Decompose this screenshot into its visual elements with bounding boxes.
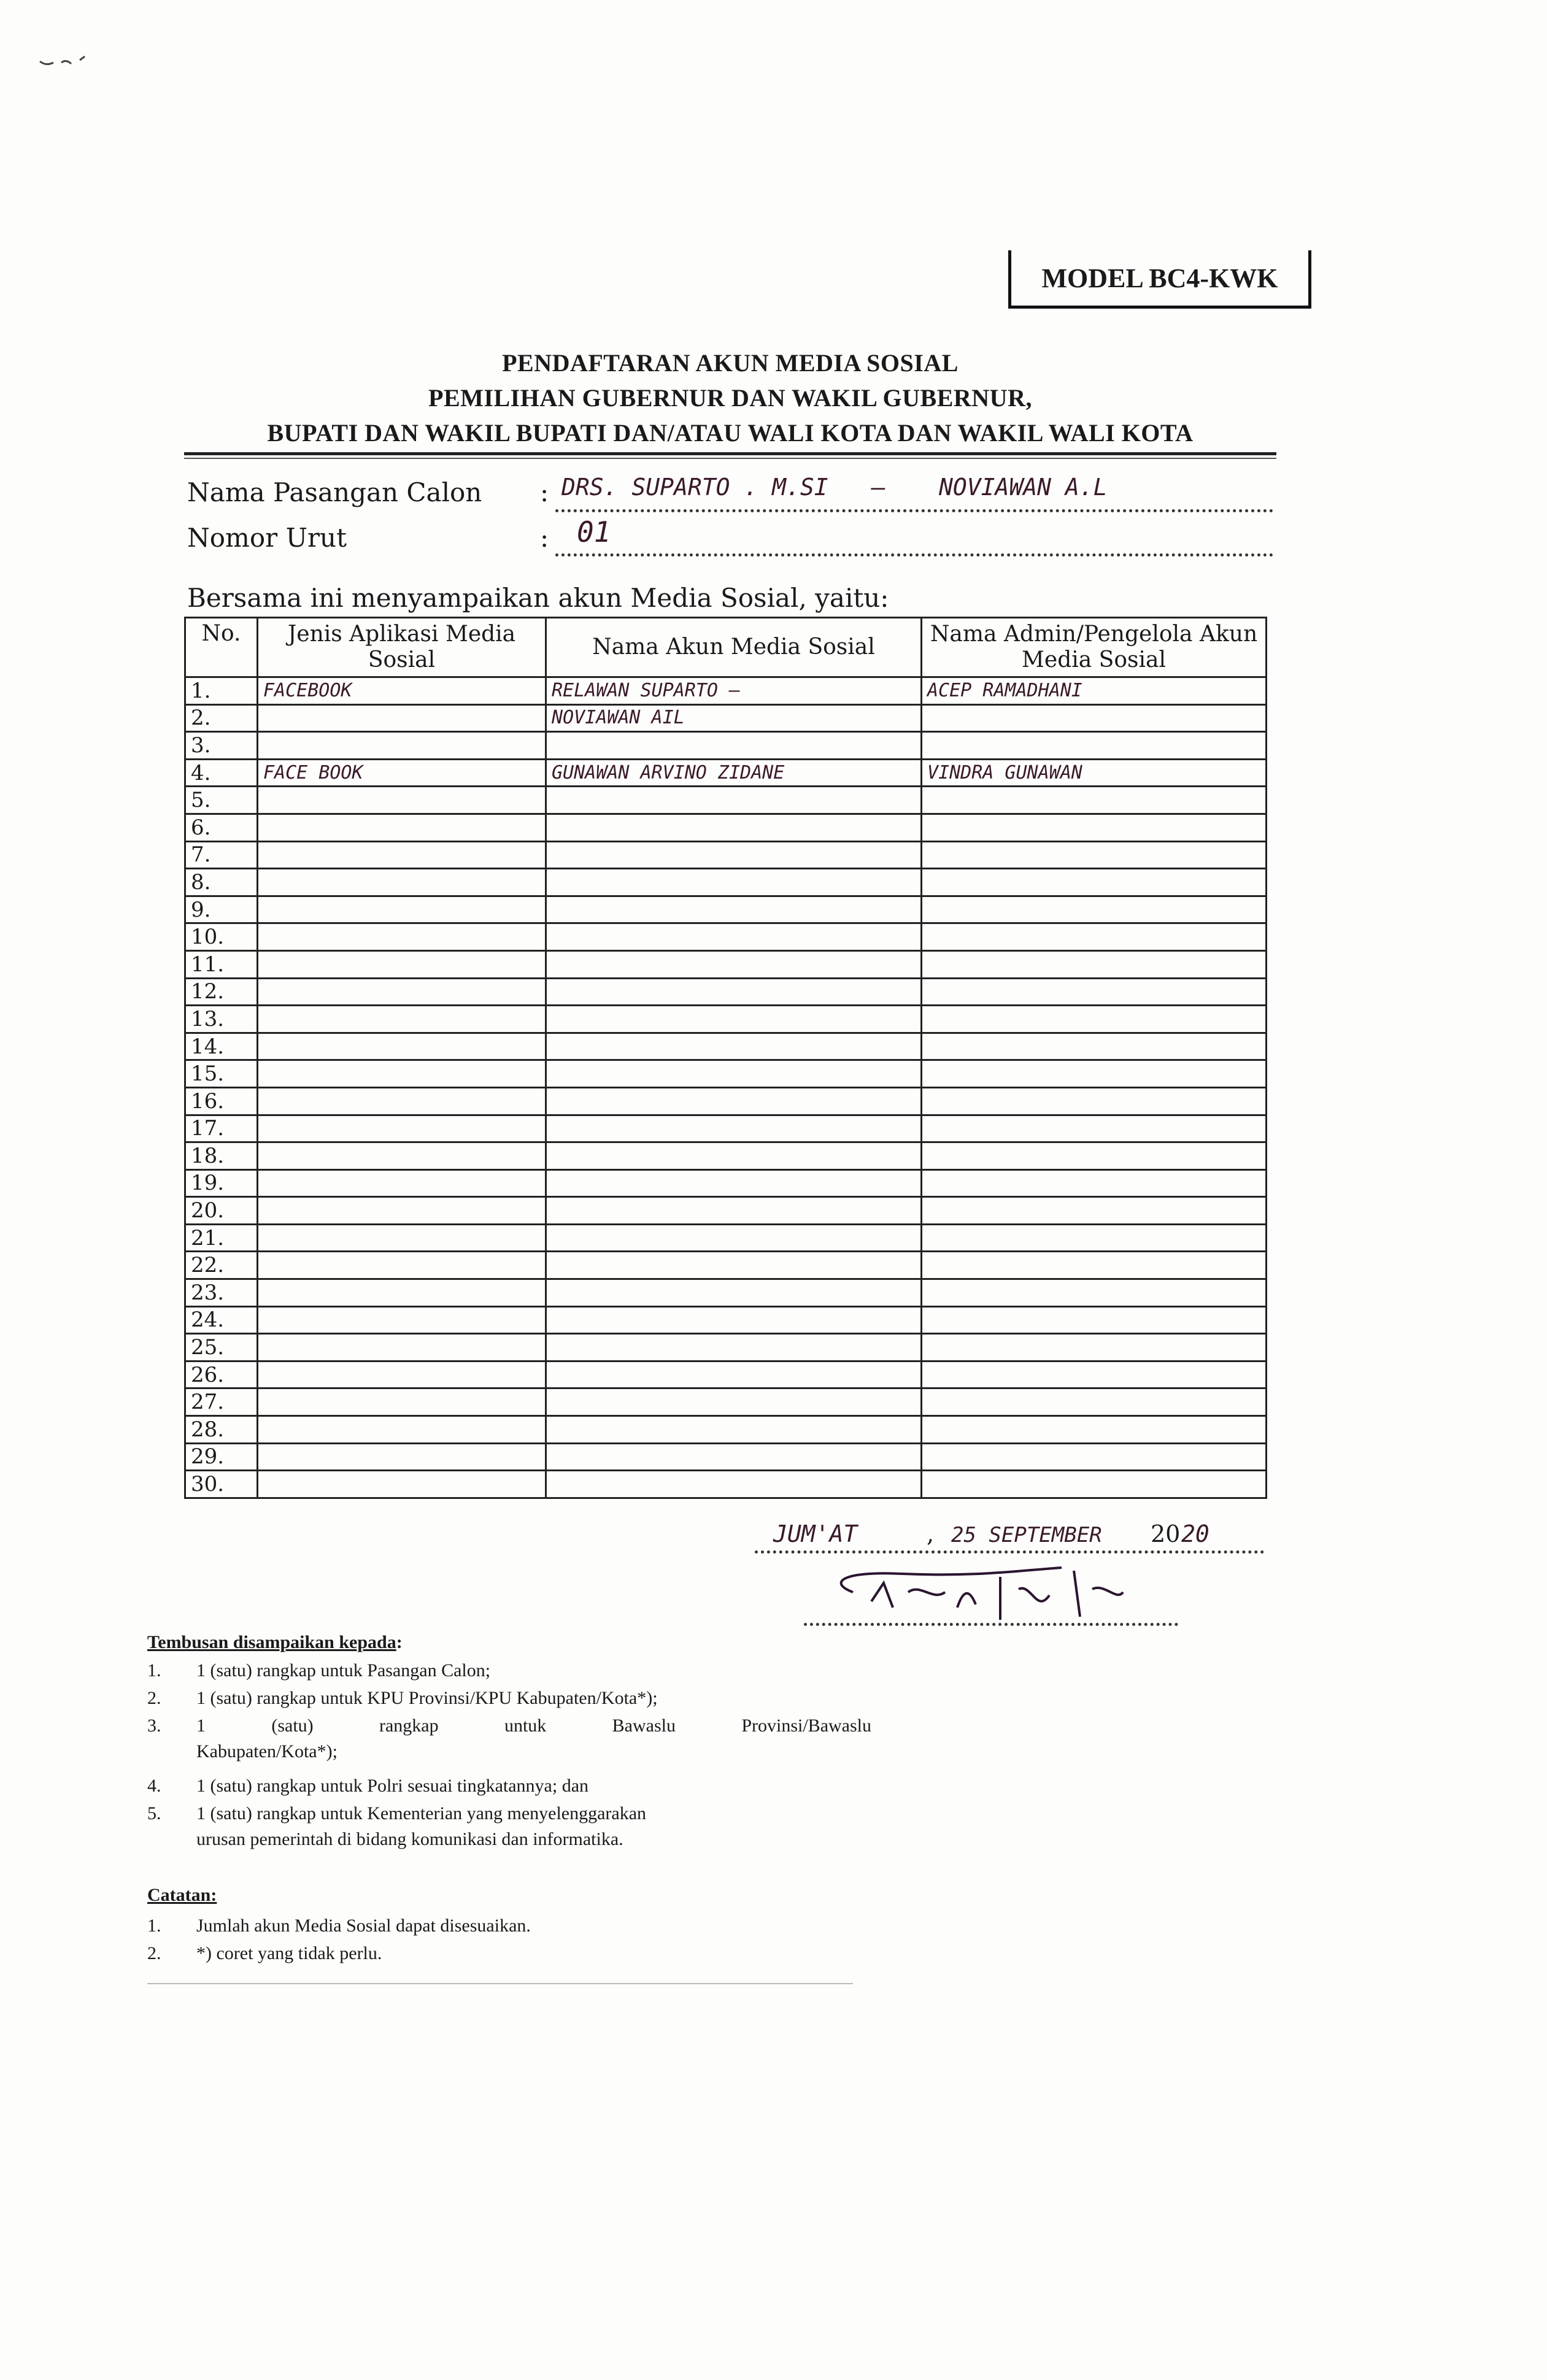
table-row [185,869,1267,896]
date-hand: 25 SEPTEMBER [951,1523,1102,1547]
tembusan-colon: : [396,1632,403,1652]
table-row [185,1361,1267,1388]
table-row [185,1006,1267,1033]
header-nama-akun: Nama Akun Media Sosial [546,618,922,677]
row-akun [546,978,922,1006]
row-no: 17. [185,1115,258,1142]
row-akun [546,1306,922,1334]
row-admin [922,1388,1267,1416]
row-akun [546,1279,922,1307]
row-admin [922,923,1267,951]
tembusan-item-2: 2. 1 (satu) rangkap untuk KPU Provinsi/KPU Kabupaten/Kota*); [147,1688,658,1708]
row-akun [546,1033,922,1060]
row-jenis [258,1361,546,1388]
row-akun [546,1115,922,1142]
row-akun [546,841,922,869]
row-admin [922,1006,1267,1033]
row-akun [546,787,922,814]
row-jenis: FACE BOOK [258,759,546,787]
row-admin [922,1087,1267,1115]
table-row [185,1416,1267,1444]
row-akun [546,814,922,841]
media-sosial-table [184,617,1267,1499]
row-akun [546,1416,922,1444]
row-no: 18. [185,1142,258,1170]
row-jenis [258,896,546,923]
date-year-prefix: 20 [1151,1520,1181,1547]
row-admin [922,1416,1267,1444]
row-admin [922,787,1267,814]
table-row [185,1033,1267,1060]
row-admin [922,1033,1267,1060]
row-admin [922,704,1267,732]
tembusan-item-3-cont: Kabupaten/Kota*); [196,1741,338,1762]
form-title-line-3: BUPATI DAN WAKIL BUPATI DAN/ATAU WALI KOTA DAN WAKIL WALI KOTA [267,419,1194,447]
table-row [185,1060,1267,1088]
tembusan-item-5: 5. 1 (satu) rangkap untuk Kementerian yang menyelenggarakan [147,1803,647,1824]
row-no: 7. [185,841,258,869]
row-no: 12. [185,978,258,1006]
row-akun [546,1443,922,1471]
row-admin: VINDRA GUNAWAN [922,759,1267,787]
row-no: 28. [185,1416,258,1444]
form-title-line-1: PENDAFTARAN AKUN MEDIA SOSIAL [502,349,959,377]
row-admin [922,1060,1267,1088]
row-akun [546,1361,922,1388]
table-row [185,1334,1267,1361]
row-jenis [258,787,546,814]
row-jenis [258,1388,546,1416]
table-row [185,1443,1267,1471]
row-admin [922,1279,1267,1307]
row-no: 15. [185,1060,258,1088]
pasangan-value-1: DRS. SUPARTO . M.SI [561,474,828,501]
row-no: 20. [185,1197,258,1225]
row-admin: ACEP RAMADHANI [922,677,1267,705]
table-row [185,677,1267,705]
row-akun: NOVIAWAN AIL [546,704,922,732]
catatan-heading: Catatan: [147,1885,217,1905]
row-no: 13. [185,1006,258,1033]
model-label: MODEL BC4-KWK [1008,250,1311,309]
row-admin [922,1224,1267,1252]
row-no: 23. [185,1279,258,1307]
row-jenis [258,704,546,732]
row-no: 6. [185,814,258,841]
row-jenis [258,841,546,869]
row-no: 9. [185,896,258,923]
title-rule [184,452,1276,455]
row-no: 22. [185,1252,258,1279]
row-akun [546,1006,922,1033]
table-row [185,896,1267,923]
header-jenis-aplikasi: Jenis Aplikasi Media Sosial [258,618,546,677]
signature [816,1558,1160,1626]
row-akun [546,1334,922,1361]
row-no: 16. [185,1087,258,1115]
table-row [185,1087,1267,1115]
row-akun [546,1087,922,1115]
row-admin [922,1115,1267,1142]
row-no: 27. [185,1388,258,1416]
row-admin [922,1443,1267,1471]
table-row [185,950,1267,978]
row-no: 29. [185,1443,258,1471]
tembusan-heading: Tembusan disampaikan kepada [147,1632,396,1652]
table-row [185,1197,1267,1225]
row-jenis [258,1279,546,1307]
row-jenis [258,869,546,896]
row-jenis [258,1115,546,1142]
scan-mark [37,49,110,74]
tembusan-item-4: 4. 1 (satu) rangkap untuk Polri sesuai tingkatannya; dan [147,1776,589,1796]
date-year-hand: 20 [1181,1520,1209,1547]
table-row [185,1224,1267,1252]
row-jenis [258,1252,546,1279]
table-row [185,704,1267,732]
date-comma: , [927,1520,935,1547]
row-akun [546,1252,922,1279]
row-admin [922,1306,1267,1334]
tembusan-item-3: 3. 1 (satu) rangkap untuk Bawaslu Provinsi/Bawaslu [147,1716,871,1736]
row-jenis [258,1443,546,1471]
row-admin [922,1142,1267,1170]
pasangan-label: Nama Pasangan Calon [187,477,482,507]
row-no: 11. [185,950,258,978]
row-admin [922,841,1267,869]
bottom-rule [147,1983,853,1984]
pasangan-colon: : [540,477,549,507]
row-no: 26. [185,1361,258,1388]
row-akun [546,1224,922,1252]
row-no: 14. [185,1033,258,1060]
pasangan-value-2: NOVIAWAN A.L [939,474,1108,501]
table-row [185,978,1267,1006]
row-akun [546,1060,922,1088]
row-akun [546,869,922,896]
row-admin [922,1361,1267,1388]
row-no: 8. [185,869,258,896]
nomor-colon: : [540,523,549,553]
row-jenis [258,923,546,951]
row-akun [546,1142,922,1170]
row-jenis [258,1087,546,1115]
table-row [185,787,1267,814]
table-row [185,923,1267,951]
row-jenis [258,1334,546,1361]
row-no: 24. [185,1306,258,1334]
table-body [185,677,1267,1498]
catatan-item-2: 2. *) coret yang tidak perlu. [147,1943,382,1963]
table-row [185,1142,1267,1170]
row-jenis [258,1033,546,1060]
row-akun [546,1388,922,1416]
row-akun [546,732,922,760]
row-akun [546,923,922,951]
row-no: 3. [185,732,258,760]
table-row [185,1388,1267,1416]
row-no: 5. [185,787,258,814]
table-row [185,759,1267,787]
nomor-label: Nomor Urut [187,523,347,553]
row-admin [922,1252,1267,1279]
date-day: JUM'AT [773,1520,858,1547]
row-no: 10. [185,923,258,951]
row-jenis [258,1197,546,1225]
row-jenis [258,732,546,760]
table-row [185,732,1267,760]
table-row [185,1169,1267,1197]
catatan-item-1: 1. Jumlah akun Media Sosial dapat disesuaikan. [147,1916,531,1936]
header-no: No. [185,618,258,677]
row-admin [922,1471,1267,1498]
table-row [185,1471,1267,1498]
row-akun: RELAWAN SUPARTO — [546,677,922,705]
intro-text: Bersama ini menyampaikan akun Media Sosial, yaitu: [187,583,889,613]
row-no: 1. [185,677,258,705]
row-admin [922,896,1267,923]
table-row [185,1252,1267,1279]
row-admin [922,1197,1267,1225]
row-akun [546,1471,922,1498]
row-jenis [258,1471,546,1498]
row-jenis: FACEBOOK [258,677,546,705]
row-akun [546,950,922,978]
title-rule-thin [184,458,1276,459]
tembusan-item-1: 1. 1 (satu) rangkap untuk Pasangan Calon; [147,1660,491,1681]
row-no: 4. [185,759,258,787]
row-admin [922,978,1267,1006]
row-jenis [258,1006,546,1033]
header-nama-admin: Nama Admin/Pengelola Akun Media Sosial [922,618,1267,677]
row-jenis [258,1306,546,1334]
row-akun [546,1169,922,1197]
row-jenis [258,1060,546,1088]
row-no: 19. [185,1169,258,1197]
table-row [185,1279,1267,1307]
row-admin [922,950,1267,978]
row-jenis [258,1224,546,1252]
row-admin [922,814,1267,841]
row-jenis [258,1142,546,1170]
tembusan-item-5-cont: urusan pemerintah di bidang komunikasi dan informatika. [196,1829,623,1849]
table-row [185,814,1267,841]
row-no: 21. [185,1224,258,1252]
row-jenis [258,978,546,1006]
row-no: 25. [185,1334,258,1361]
table-row [185,841,1267,869]
row-akun: GUNAWAN ARVINO ZIDANE [546,759,922,787]
table-row [185,1306,1267,1334]
row-no: 30. [185,1471,258,1498]
row-admin [922,869,1267,896]
row-jenis [258,1169,546,1197]
row-jenis [258,950,546,978]
nomor-value: 01 [577,515,611,549]
pasangan-dash: — [871,474,885,501]
row-admin [922,1334,1267,1361]
nomor-dotted-line [555,529,1273,556]
row-jenis [258,1416,546,1444]
row-akun [546,1197,922,1225]
form-title-line-2: PEMILIHAN GUBERNUR DAN WAKIL GUBERNUR, [428,384,1032,412]
row-no: 2. [185,704,258,732]
row-jenis [258,814,546,841]
row-admin [922,1169,1267,1197]
table-row [185,1115,1267,1142]
row-admin [922,732,1267,760]
row-akun [546,896,922,923]
